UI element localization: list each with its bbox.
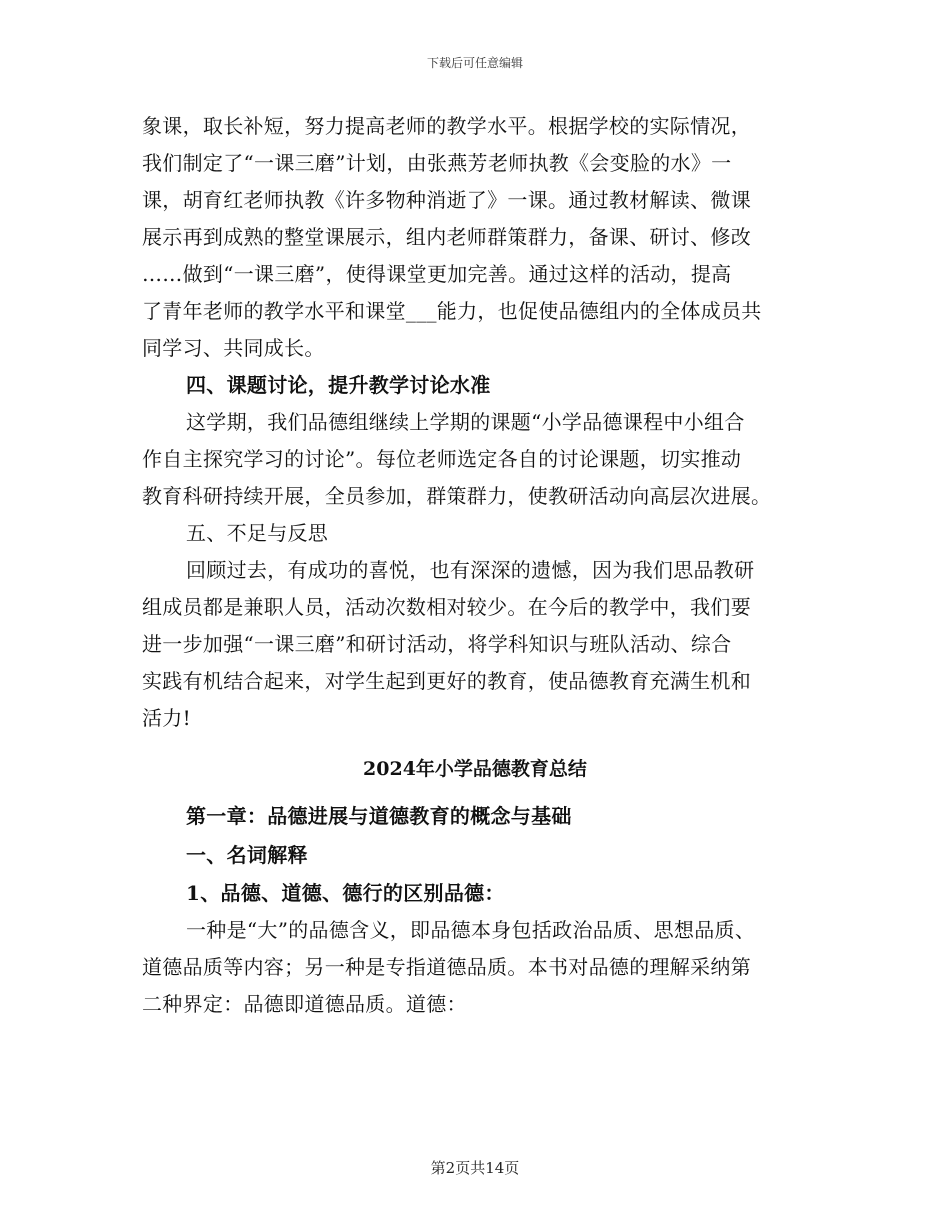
paragraph-line: 一种是“大”的品德含义，即品德本身包括政治品质、思想品质、 [186, 918, 756, 942]
paragraph-line: 课，胡育红老师执教《许多物种消逝了》一课。通过教材解读、微课 [142, 188, 751, 212]
document-title: 2024年小学品德教育总结 [363, 758, 587, 780]
chapter-subheading: 一、名词解释 [186, 843, 308, 867]
paragraph-line: 同学习、共同成长。 [142, 336, 325, 360]
paragraph-line: 活力! [142, 706, 191, 730]
section-heading-five: 五、不足与反思 [186, 521, 329, 545]
page-header: 下载后可任意编辑 [426, 56, 523, 70]
chapter-heading: 第一章：品德进展与道德教育的概念与基础 [186, 804, 572, 828]
paragraph-line: 展示再到成熟的整堂课展示，组内老师群策群力，备课、研讨、修改 [142, 225, 751, 249]
paragraph-line: 这学期，我们品德组继续上学期的课题“小学品德课程中小组合 [186, 410, 745, 434]
paragraph-line: 进一步加强“一课三磨”和研讨活动，将学科知识与班队活动、综合 [142, 632, 732, 656]
paragraph-line: 作自主探究学习的讨论”。每位老师选定各自的讨论课题，切实推动 [142, 447, 742, 471]
item-heading: 1、品德、道德、德行的区别品德： [186, 881, 505, 905]
paragraph-line: 了青年老师的教学水平和课堂___能力，也促使品德组内的全体成员共 [142, 299, 762, 323]
paragraph-line: ……做到“一课三磨”，使得课堂更加完善。通过这样的活动，提高 [142, 262, 732, 286]
paragraph-line: 我们制定了“一课三磨”计划，由张燕芳老师执教《会变脸的水》一 [142, 151, 732, 175]
paragraph-line: 回顾过去，有成功的喜悦，也有深深的遗憾，因为我们思品教研 [186, 558, 755, 582]
paragraph-line: 教育科研持续开展，全员参加，群策群力，使教研活动向高层次进展。 [142, 484, 772, 508]
page-footer: 第2页共14页 [430, 1159, 520, 1177]
paragraph-line: 二种界定：品德即道德品质。道德： [142, 992, 467, 1016]
paragraph-line: 实践有机结合起来，对学生起到更好的教育，使品德教育充满生机和 [142, 669, 751, 693]
section-heading-four: 四、课题讨论，提升教学讨论水准 [186, 373, 491, 397]
paragraph-line: 道德品质等内容；另一种是专指道德品质。本书对品德的理解采纳第 [142, 955, 751, 979]
paragraph-line: 象课，取长补短，努力提高老师的教学水平。根据学校的实际情况， [142, 114, 751, 138]
paragraph-line: 组成员都是兼职人员，活动次数相对较少。在今后的教学中，我们要 [142, 595, 751, 619]
